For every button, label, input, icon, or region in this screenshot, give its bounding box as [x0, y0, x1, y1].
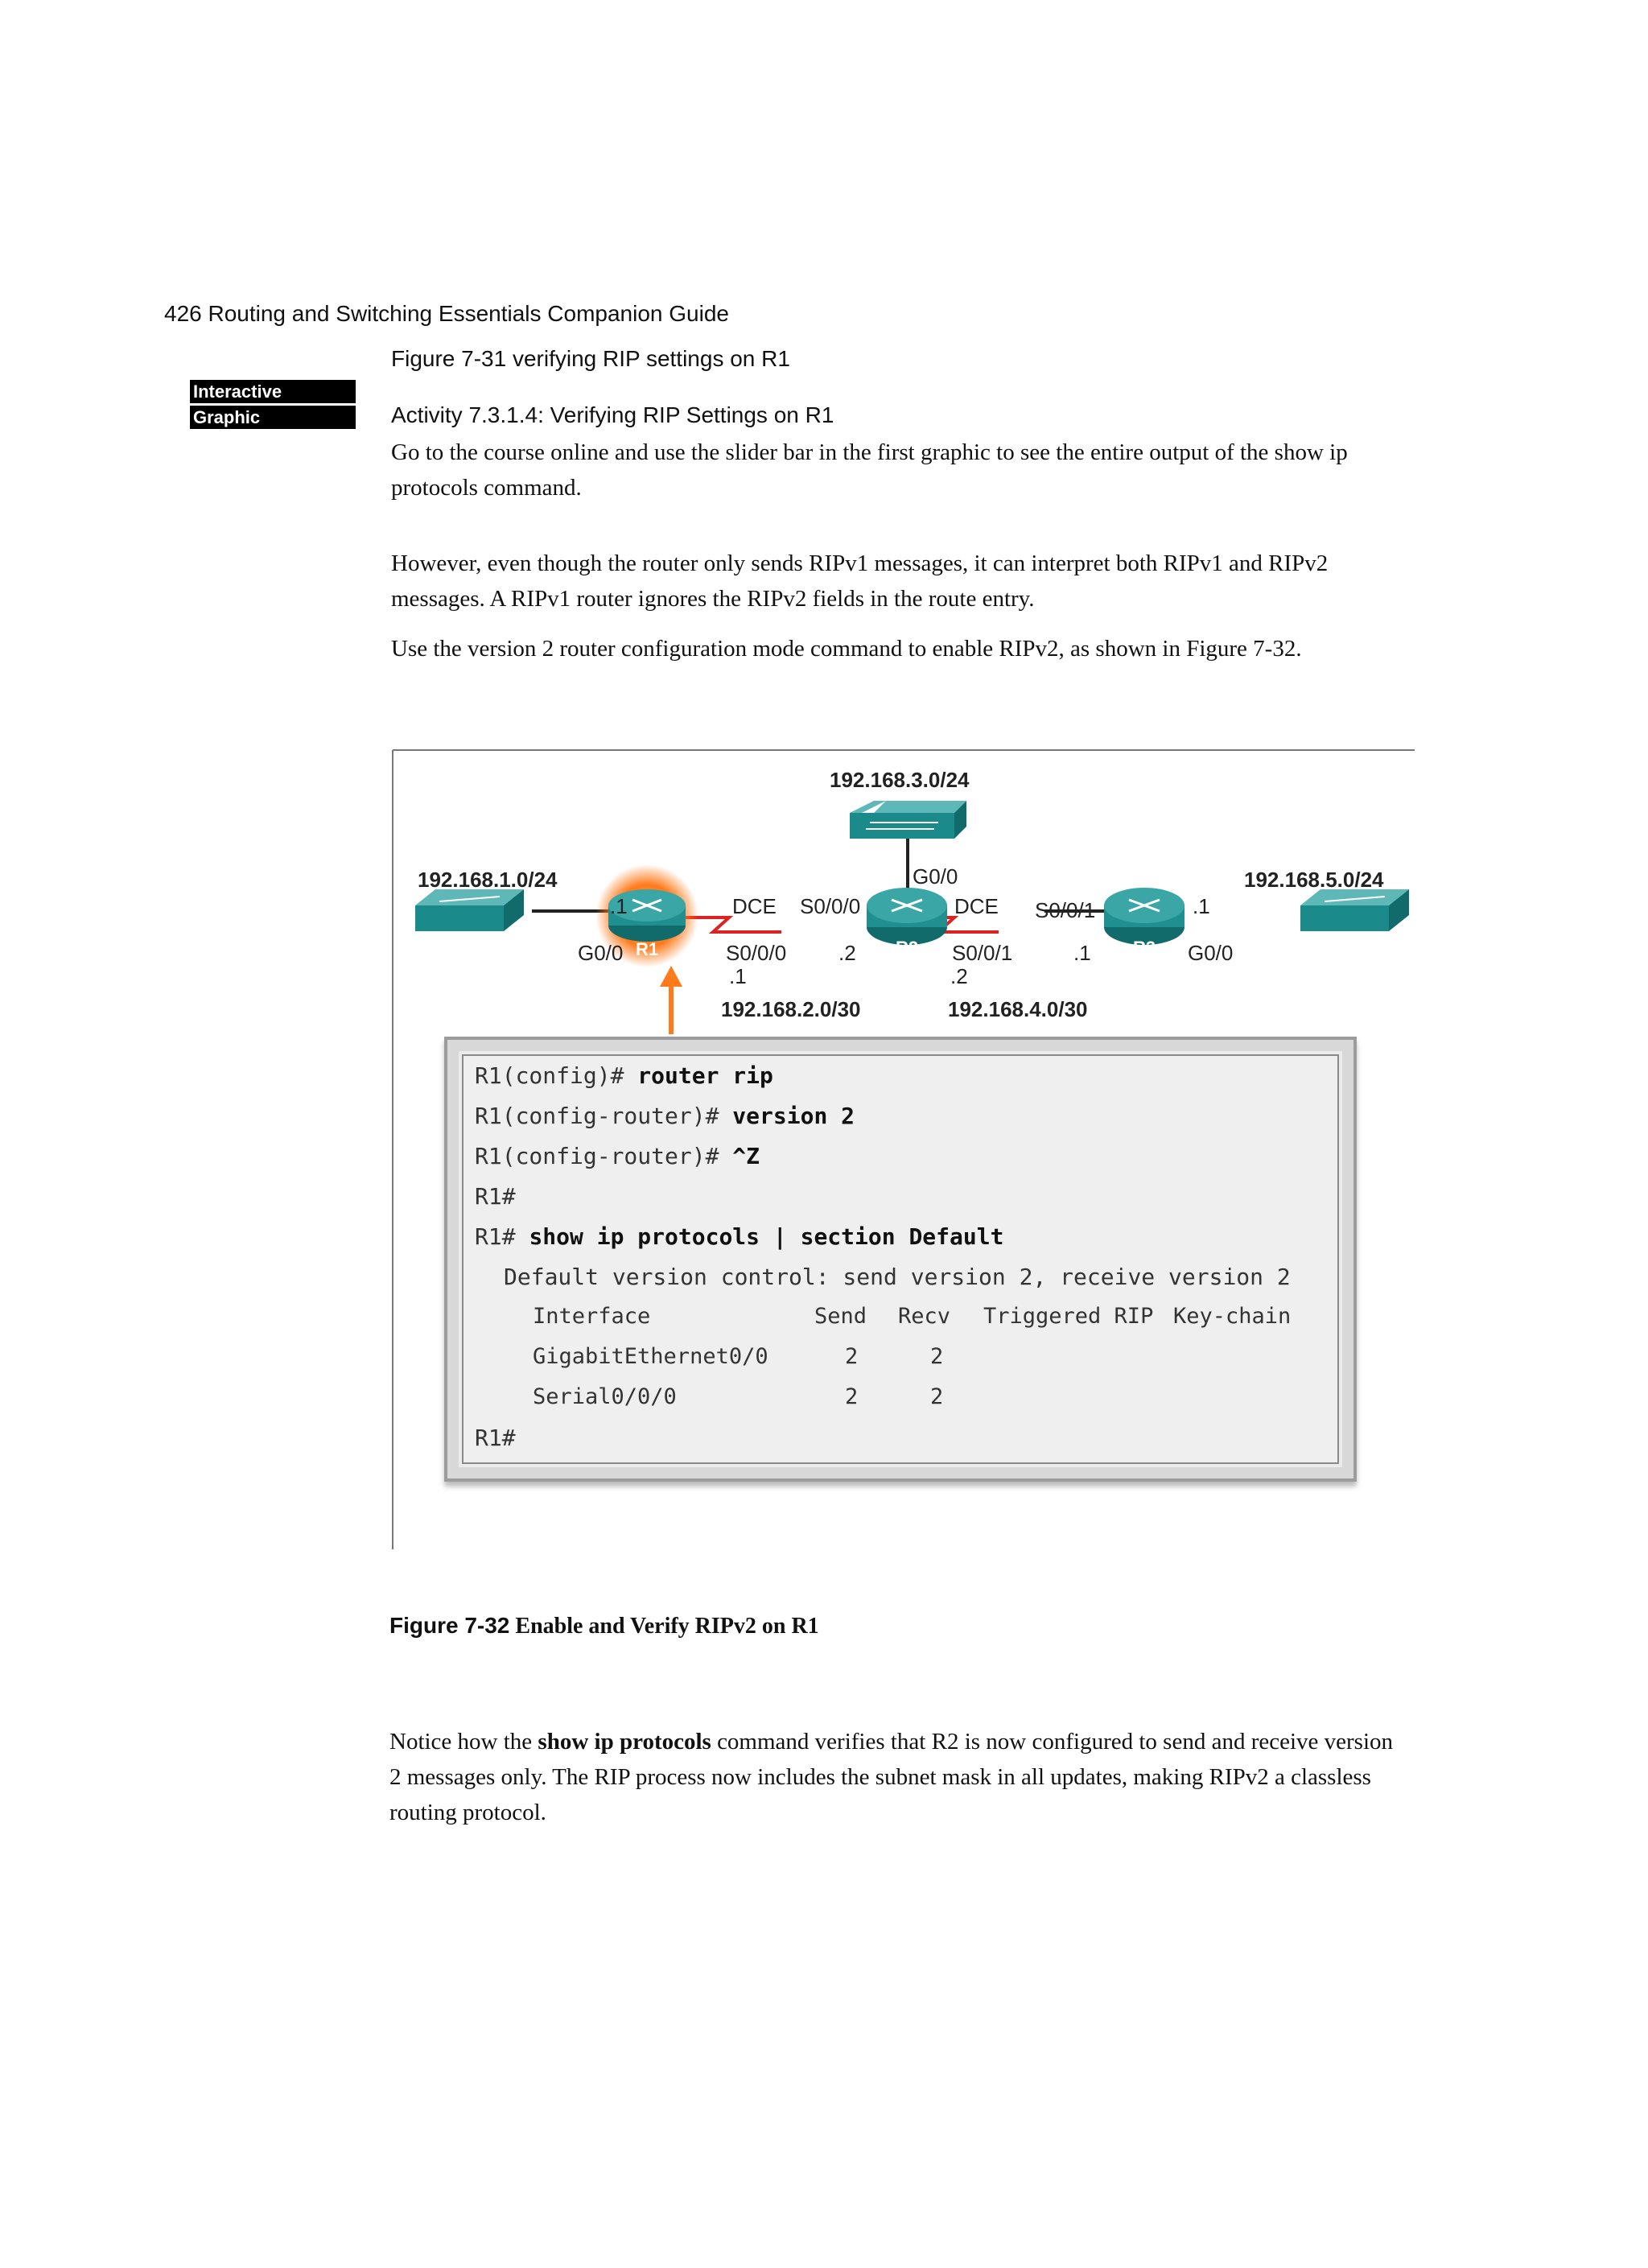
table-row-1-recv: 2	[930, 1344, 944, 1369]
network-left-label: 192.168.1.0/24	[418, 868, 558, 892]
r2-g00-label: G0/0	[913, 864, 958, 889]
body-paragraph-4: Notice how the show ip protocols command verifies that R2 is now configured to send and receive version 2 messages only. The RIP process now includes the subnet mask in all updates, making RIPv2 a classless routing protocol.	[389, 1729, 1394, 1825]
figure-7-32-label: Figure 7-32	[389, 1613, 510, 1638]
table-header-send: Send	[814, 1304, 867, 1329]
body-paragraph-3: Use the version 2 router configuration mode command to enable RIPv2, as shown in Figure 7-32.	[391, 636, 1302, 662]
table-header-interface: Interface	[533, 1304, 651, 1329]
terminal-line-1: R1(config)# router rip	[475, 1062, 773, 1089]
table-row-2-recv: 2	[930, 1384, 944, 1409]
interactive-graphic-badge	[190, 380, 356, 431]
switch-top-icon	[850, 801, 966, 839]
r1-pointer-arrow-head	[660, 966, 682, 987]
network-link23-label: 192.168.4.0/30	[948, 997, 1088, 1021]
network-right-label: 192.168.5.0/24	[1244, 868, 1384, 892]
r2-s001-label: S0/0/1	[952, 941, 1013, 965]
terminal-line-4: R1#	[475, 1183, 516, 1210]
r3-s001-ip-label: .1	[1073, 941, 1091, 965]
table-row-1-send: 2	[845, 1344, 859, 1369]
s000-top-label: S0/0/0	[800, 894, 861, 918]
router-r3-icon	[1104, 888, 1184, 945]
running-head: 426 Routing and Switching Essentials Companion Guide	[164, 301, 729, 326]
table-header-recv: Recv	[898, 1304, 951, 1329]
r3-g00-label: G0/0	[1188, 941, 1234, 965]
terminal-line-last: R1#	[475, 1425, 516, 1451]
r2-s001-ip-label: .2	[950, 964, 968, 988]
table-header-keychain: Key-chain	[1173, 1304, 1292, 1329]
switch-left-icon	[415, 889, 524, 931]
r1-lan-ip-label: .1	[610, 894, 628, 918]
badge-line-2: Graphic	[190, 406, 356, 429]
terminal-line-6: Default version control: send version 2, receive version 2	[504, 1264, 1291, 1290]
table-row-2-send: 2	[845, 1384, 859, 1409]
figure-7-31-caption: Figure 7-31 verifying RIP settings on R1	[391, 346, 790, 371]
network-top-label: 192.168.3.0/24	[830, 768, 970, 792]
r1-s000-label: S0/0/0	[726, 941, 787, 965]
table-row-2-interface: Serial0/0/0	[533, 1384, 677, 1409]
r1-g00-label: G0/0	[578, 941, 624, 965]
terminal-output	[462, 1054, 1339, 1464]
router-r2-label: R2	[895, 938, 919, 958]
body-paragraph-2: However, even though the router only sends RIPv1 messages, it can interpret both RIPv1 and RIPv2 messages. A RIPv1 router ignores the RIPv2 fields in the route entry.	[391, 551, 1329, 612]
r1-s000-ip-label: .1	[729, 964, 747, 988]
router-r1-label: R1	[635, 939, 659, 959]
dce-1-label: DCE	[732, 894, 777, 918]
activity-paragraph: Go to the course online and use the slider bar in the first graphic to see the entire output of the show ip protocols command.	[391, 439, 1348, 501]
figure-7-32	[391, 748, 1415, 1549]
table-row-1-interface: GigabitEthernet0/0	[533, 1344, 768, 1369]
router-r3-label: R3	[1132, 938, 1156, 958]
terminal-line-2: R1(config-router)# version 2	[475, 1103, 855, 1129]
router-r2-icon	[867, 888, 947, 945]
r2-s000-ip-label: .2	[838, 941, 856, 965]
dce-2-label: DCE	[954, 894, 999, 918]
table-header-triggered: Triggered RIP	[983, 1304, 1154, 1329]
activity-title: Activity 7.3.1.4: Verifying RIP Settings on R1	[391, 402, 834, 427]
figure-7-32-caption	[389, 1613, 819, 1639]
r3-s001-label: S0/0/1	[1035, 898, 1096, 922]
terminal-line-3: R1(config-router)# ^Z	[475, 1143, 760, 1169]
terminal-window	[444, 1037, 1357, 1482]
terminal-line-5: R1# show ip protocols | section Default	[475, 1223, 1004, 1250]
switch-right-icon	[1300, 889, 1409, 931]
figure-7-32-title: Enable and Verify RIPv2 on R1	[515, 1614, 819, 1639]
network-link12-label: 192.168.2.0/30	[721, 997, 861, 1021]
r3-lan-ip-label: .1	[1193, 894, 1210, 918]
badge-line-1: Interactive	[190, 380, 356, 403]
